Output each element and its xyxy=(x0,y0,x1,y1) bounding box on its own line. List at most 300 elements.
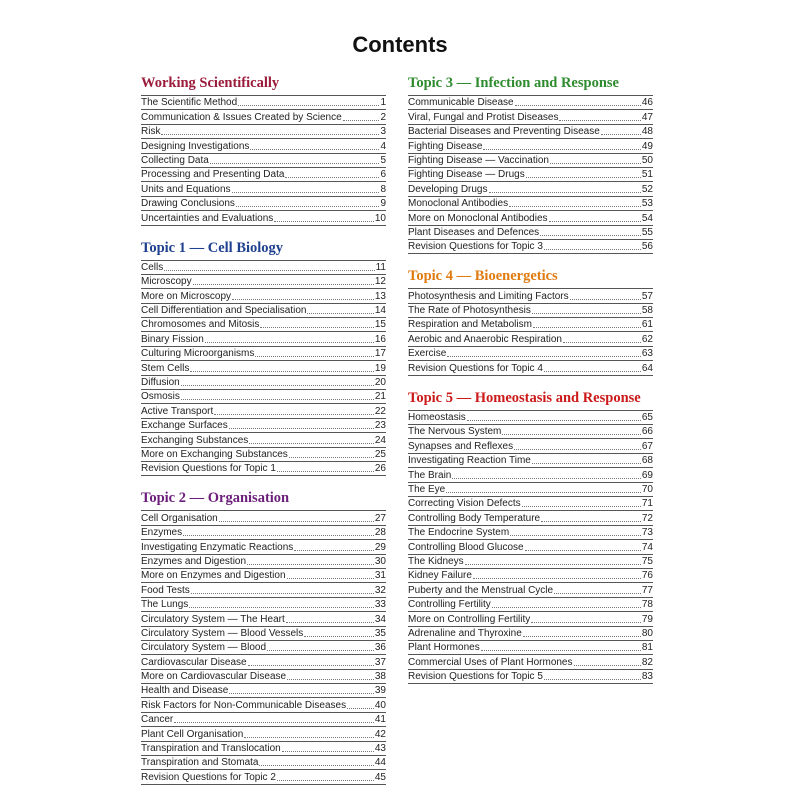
entry-title: Synapses and Reflexes xyxy=(408,440,514,452)
contents-entry xyxy=(141,404,386,418)
entry-page-number: 17 xyxy=(374,348,386,360)
dot-leader xyxy=(183,535,374,536)
contents-entry xyxy=(408,197,653,211)
dot-leader xyxy=(287,578,374,579)
entry-title: Transpiration and Translocation xyxy=(141,743,281,755)
entry-title: Risk Factors for Non-Communicable Diseases xyxy=(141,699,347,711)
section-title: Topic 4 — Bioenergetics xyxy=(408,268,558,285)
dot-leader xyxy=(483,149,640,150)
dot-leader xyxy=(544,371,641,372)
entry-page-number: 49 xyxy=(641,140,653,152)
entry-page-number: 11 xyxy=(375,261,386,273)
entry-page-number: 19 xyxy=(374,362,386,374)
contents-entry xyxy=(408,125,653,139)
entry-title: Revision Questions for Topic 2 xyxy=(141,771,276,783)
contents-entry-list xyxy=(141,95,386,226)
entry-title: The Rate of Photosynthesis xyxy=(408,305,531,317)
contents-entry xyxy=(408,425,653,439)
entry-page-number: 33 xyxy=(374,599,386,611)
entry-page-number: 15 xyxy=(374,319,386,331)
entry-page-number: 43 xyxy=(374,743,386,755)
contents-entry xyxy=(141,598,386,612)
entry-title: Revision Questions for Topic 1 xyxy=(141,463,276,475)
entry-page-number: 40 xyxy=(374,699,386,711)
entry-title: Viral, Fungal and Protist Diseases xyxy=(408,111,559,123)
entry-page-number: 21 xyxy=(374,391,386,403)
entry-page-number: 50 xyxy=(641,154,653,166)
contents-entry xyxy=(408,361,653,375)
contents-entry xyxy=(141,139,386,153)
contents-entry xyxy=(141,770,386,784)
dot-leader xyxy=(229,428,374,429)
entry-title: Osmosis xyxy=(141,391,180,403)
dot-leader xyxy=(574,665,641,666)
contents-entry xyxy=(141,627,386,641)
entry-page-number: 57 xyxy=(641,290,653,302)
entry-page-number: 46 xyxy=(641,97,653,109)
contents-entry xyxy=(141,526,386,540)
dot-leader xyxy=(523,636,641,637)
contents-entry xyxy=(141,168,386,182)
contents-entry xyxy=(141,376,386,390)
dot-leader xyxy=(549,221,641,222)
entry-page-number: 6 xyxy=(380,169,386,181)
entry-title: Exchange Surfaces xyxy=(141,420,228,432)
entry-title: Plant Hormones xyxy=(408,642,480,654)
entry-page-number: 39 xyxy=(374,685,386,697)
entry-page-number: 30 xyxy=(374,555,386,567)
entry-page-number: 27 xyxy=(374,512,386,524)
entry-page-number: 31 xyxy=(374,570,386,582)
entry-page-number: 51 xyxy=(641,169,653,181)
entry-title: Exercise xyxy=(408,348,447,360)
contents-entry xyxy=(141,361,386,375)
entry-page-number: 71 xyxy=(641,498,653,510)
dot-leader xyxy=(532,463,641,464)
dot-leader xyxy=(559,120,640,121)
entry-title: Cancer xyxy=(141,714,174,726)
dot-leader xyxy=(189,607,374,608)
dot-leader xyxy=(282,751,374,752)
entry-title: The Eye xyxy=(408,483,446,495)
entry-title: Plant Cell Organisation xyxy=(141,728,244,740)
dot-leader xyxy=(304,636,374,637)
dot-leader xyxy=(544,249,641,250)
section-title: Topic 2 — Organisation xyxy=(141,490,290,507)
entry-title: The Endocrine System xyxy=(408,527,510,539)
dot-leader xyxy=(219,521,374,522)
entry-title: Investigating Enzymatic Reactions xyxy=(141,541,294,553)
contents-entry xyxy=(141,96,386,110)
entry-page-number: 69 xyxy=(641,469,653,481)
contents-entry-list xyxy=(408,95,653,254)
entry-title: Adrenaline and Thyroxine xyxy=(408,627,522,639)
dot-leader xyxy=(193,284,374,285)
dot-leader xyxy=(522,506,641,507)
dot-leader xyxy=(446,492,641,493)
entry-title: Binary Fission xyxy=(141,333,204,345)
entry-title: Fighting Disease xyxy=(408,140,483,152)
entry-page-number: 38 xyxy=(374,671,386,683)
entry-page-number: 12 xyxy=(374,276,386,288)
entry-title: Fighting Disease — Vaccination xyxy=(408,154,549,166)
contents-entry xyxy=(141,612,386,626)
entry-page-number: 58 xyxy=(641,305,653,317)
entry-page-number: 83 xyxy=(641,671,653,683)
contents-entry xyxy=(408,318,653,332)
dot-leader xyxy=(259,765,373,766)
dot-leader xyxy=(210,163,380,164)
entry-page-number: 32 xyxy=(374,584,386,596)
dot-leader xyxy=(510,535,641,536)
entry-title: Exchanging Substances xyxy=(141,434,249,446)
entry-title: Transpiration and Stomata xyxy=(141,757,259,769)
contents-entry-list xyxy=(141,510,386,784)
contents-entry xyxy=(408,168,653,182)
dot-leader xyxy=(248,665,374,666)
entry-title: More on Exchanging Substances xyxy=(141,448,288,460)
dot-leader xyxy=(274,221,374,222)
contents-entry xyxy=(408,627,653,641)
contents-entry xyxy=(408,655,653,669)
entry-page-number: 3 xyxy=(380,126,386,138)
entry-title: Designing Investigations xyxy=(141,140,250,152)
dot-leader xyxy=(532,313,641,314)
dot-leader xyxy=(190,371,374,372)
contents-entry xyxy=(408,540,653,554)
contents-entry xyxy=(408,139,653,153)
entry-title: More on Controlling Fertility xyxy=(408,613,531,625)
entry-page-number: 78 xyxy=(641,599,653,611)
contents-entry xyxy=(141,555,386,569)
contents-entry xyxy=(141,304,386,318)
dot-leader xyxy=(525,550,641,551)
entry-page-number: 48 xyxy=(641,126,653,138)
entry-title: Fighting Disease — Drugs xyxy=(408,169,525,181)
entry-page-number: 67 xyxy=(641,440,653,452)
section-title: Topic 3 — Infection and Response xyxy=(408,75,619,91)
entry-title: Homeostasis xyxy=(408,412,466,424)
entry-page-number: 79 xyxy=(641,613,653,625)
contents-section xyxy=(408,390,653,684)
entry-page-number: 1 xyxy=(380,97,386,109)
dot-leader xyxy=(174,722,374,723)
entry-title: Communicable Disease xyxy=(408,97,514,109)
contents-entry xyxy=(141,182,386,196)
entry-title: Active Transport xyxy=(141,405,214,417)
contents-section xyxy=(408,268,653,375)
contents-entry xyxy=(141,462,386,476)
contents-entry xyxy=(141,511,386,525)
contents-entry xyxy=(408,332,653,346)
entry-page-number: 72 xyxy=(641,512,653,524)
entry-page-number: 8 xyxy=(380,183,386,195)
entry-title: Circulatory System — Blood Vessels xyxy=(141,627,304,639)
entry-title: Processing and Presenting Data xyxy=(141,169,285,181)
dot-leader xyxy=(255,356,374,357)
dot-leader xyxy=(544,679,641,680)
contents-section xyxy=(141,75,386,226)
entry-page-number: 23 xyxy=(374,420,386,432)
dot-leader xyxy=(515,105,641,106)
dot-leader xyxy=(492,607,641,608)
dot-leader xyxy=(533,327,641,328)
contents-entry xyxy=(408,641,653,655)
entry-title: Revision Questions for Topic 3 xyxy=(408,241,543,253)
dot-leader xyxy=(214,414,374,415)
entry-title: Commercial Uses of Plant Hormones xyxy=(408,656,573,668)
dot-leader xyxy=(236,206,380,207)
entry-page-number: 37 xyxy=(374,656,386,668)
entry-title: Cardiovascular Disease xyxy=(141,656,247,668)
dot-leader xyxy=(343,120,380,121)
contents-entry xyxy=(141,670,386,684)
contents-entry xyxy=(408,240,653,254)
dot-leader xyxy=(238,105,379,106)
entry-title: The Kidneys xyxy=(408,555,464,567)
entry-page-number: 9 xyxy=(380,198,386,210)
entry-title: Food Tests xyxy=(141,584,190,596)
dot-leader xyxy=(205,342,374,343)
entry-page-number: 22 xyxy=(374,405,386,417)
contents-entry xyxy=(408,670,653,684)
dot-leader xyxy=(287,679,374,680)
dot-leader xyxy=(473,578,641,579)
entry-title: Revision Questions for Topic 5 xyxy=(408,671,543,683)
entry-page-number: 82 xyxy=(641,656,653,668)
entry-title: Photosynthesis and Limiting Factors xyxy=(408,290,569,302)
entry-title: The Lungs xyxy=(141,599,189,611)
entry-page-number: 64 xyxy=(641,362,653,374)
entry-title: Correcting Vision Defects xyxy=(408,498,521,510)
entry-title: Collecting Data xyxy=(141,154,209,166)
entry-page-number: 73 xyxy=(641,527,653,539)
entry-page-number: 68 xyxy=(641,455,653,467)
dot-leader xyxy=(554,593,641,594)
entry-page-number: 20 xyxy=(374,377,386,389)
contents-entry xyxy=(141,448,386,462)
dot-leader xyxy=(161,134,379,135)
contents-entry xyxy=(141,569,386,583)
contents-entry xyxy=(141,419,386,433)
dot-leader xyxy=(289,457,374,458)
dot-leader xyxy=(347,708,374,709)
entry-title: Monoclonal Antibodies xyxy=(408,198,509,210)
dot-leader xyxy=(164,270,374,271)
contents-entry xyxy=(408,304,653,318)
entry-page-number: 14 xyxy=(374,305,386,317)
dot-leader xyxy=(465,564,641,565)
entry-title: Controlling Fertility xyxy=(408,599,491,611)
entry-page-number: 5 xyxy=(380,154,386,166)
contents-entry xyxy=(408,411,653,425)
page-title: Contents xyxy=(352,32,448,57)
entry-title: Bacterial Diseases and Preventing Disease xyxy=(408,126,600,138)
dot-leader xyxy=(531,622,641,623)
entry-title: More on Cardiovascular Disease xyxy=(141,671,287,683)
entry-title: Cell Organisation xyxy=(141,512,218,524)
contents-entry xyxy=(141,390,386,404)
dot-leader xyxy=(286,622,374,623)
contents-entry xyxy=(141,583,386,597)
contents-entry xyxy=(141,727,386,741)
entry-title: Respiration and Metabolism xyxy=(408,319,532,331)
section-title: Topic 1 — Cell Biology xyxy=(141,239,284,256)
contents-entry xyxy=(408,569,653,583)
contents-entry xyxy=(408,583,653,597)
entry-title: Plant Diseases and Defences xyxy=(408,226,540,238)
entry-page-number: 63 xyxy=(641,348,653,360)
contents-entry xyxy=(408,483,653,497)
contents-column-right xyxy=(408,75,653,698)
dot-leader xyxy=(247,564,374,565)
entry-title: Cells xyxy=(141,261,164,273)
contents-entry xyxy=(408,182,653,196)
contents-entry xyxy=(141,289,386,303)
contents-entry xyxy=(408,598,653,612)
contents-entry-list xyxy=(141,260,386,477)
entry-page-number: 16 xyxy=(374,333,386,345)
entry-page-number: 80 xyxy=(641,627,653,639)
dot-leader xyxy=(601,134,641,135)
dot-leader xyxy=(514,449,641,450)
contents-entry-list xyxy=(408,288,653,375)
dot-leader xyxy=(244,737,374,738)
contents-entry xyxy=(408,526,653,540)
contents-column-left xyxy=(141,75,386,799)
contents-entry xyxy=(141,332,386,346)
entry-title: Kidney Failure xyxy=(408,570,472,582)
entry-title: Culturing Microorganisms xyxy=(141,348,255,360)
dot-leader xyxy=(550,163,641,164)
entry-title: Enzymes and Digestion xyxy=(141,555,247,567)
contents-section xyxy=(408,75,653,254)
contents-section xyxy=(141,240,386,477)
dot-leader xyxy=(570,299,641,300)
dot-leader xyxy=(267,650,374,651)
entry-page-number: 26 xyxy=(374,463,386,475)
dot-leader xyxy=(447,356,641,357)
dot-leader xyxy=(541,521,641,522)
entry-title: Chromosomes and Mitosis xyxy=(141,319,260,331)
contents-entry xyxy=(141,275,386,289)
entry-page-number: 4 xyxy=(380,140,386,152)
entry-title: Investigating Reaction Time xyxy=(408,455,531,467)
dot-leader xyxy=(260,327,374,328)
dot-leader xyxy=(467,420,641,421)
contents-entry xyxy=(141,110,386,124)
entry-page-number: 55 xyxy=(641,226,653,238)
contents-entry xyxy=(141,347,386,361)
dot-leader xyxy=(526,177,641,178)
contents-entry xyxy=(141,756,386,770)
contents-entry xyxy=(408,439,653,453)
entry-page-number: 62 xyxy=(641,333,653,345)
entry-title: Cell Differentiation and Specialisation xyxy=(141,305,307,317)
contents-entry xyxy=(408,511,653,525)
entry-title: Developing Drugs xyxy=(408,183,488,195)
entry-page-number: 66 xyxy=(641,426,653,438)
entry-page-number: 13 xyxy=(374,290,386,302)
entry-page-number: 42 xyxy=(374,728,386,740)
entry-page-number: 65 xyxy=(641,412,653,424)
entry-page-number: 77 xyxy=(641,584,653,596)
contents-entry xyxy=(408,347,653,361)
entry-title: Controlling Body Temperature xyxy=(408,512,541,524)
entry-title: Communication & Issues Created by Science xyxy=(141,111,342,123)
entry-title: Risk xyxy=(141,126,161,138)
entry-title: Puberty and the Menstrual Cycle xyxy=(408,584,554,596)
entry-page-number: 34 xyxy=(374,613,386,625)
contents-entry xyxy=(408,154,653,168)
entry-title: Microscopy xyxy=(141,276,192,288)
entry-title: Circulatory System — Blood xyxy=(141,642,267,654)
entry-page-number: 41 xyxy=(374,714,386,726)
dot-leader xyxy=(181,385,374,386)
contents-entry xyxy=(408,226,653,240)
entry-page-number: 76 xyxy=(641,570,653,582)
dot-leader xyxy=(249,443,374,444)
contents-entry xyxy=(141,641,386,655)
entry-title: The Scientific Method xyxy=(141,97,238,109)
entry-page-number: 53 xyxy=(641,198,653,210)
entry-title: More on Enzymes and Digestion xyxy=(141,570,286,582)
contents-entry xyxy=(141,713,386,727)
entry-page-number: 35 xyxy=(374,627,386,639)
entry-page-number: 54 xyxy=(641,212,653,224)
contents-entry xyxy=(141,125,386,139)
contents-entry-list xyxy=(408,410,653,684)
dot-leader xyxy=(563,342,641,343)
contents-entry xyxy=(408,612,653,626)
entry-title: The Nervous System xyxy=(408,426,502,438)
entry-title: Stem Cells xyxy=(141,362,190,374)
dot-leader xyxy=(307,313,373,314)
dot-leader xyxy=(250,149,379,150)
dot-leader xyxy=(294,550,374,551)
dot-leader xyxy=(277,471,374,472)
entry-page-number: 70 xyxy=(641,483,653,495)
contents-entry xyxy=(141,742,386,756)
contents-entry xyxy=(408,211,653,225)
section-title: Topic 5 — Homeostasis and Response xyxy=(408,389,641,406)
contents-entry xyxy=(141,318,386,332)
contents-entry xyxy=(141,433,386,447)
entry-page-number: 44 xyxy=(374,757,386,769)
contents-entry xyxy=(408,468,653,482)
dot-leader xyxy=(509,206,641,207)
dot-leader xyxy=(540,235,641,236)
dot-leader xyxy=(232,192,380,193)
section-title: Working Scientifically xyxy=(141,75,280,91)
entry-page-number: 52 xyxy=(641,183,653,195)
contents-entry xyxy=(141,211,386,225)
contents-section xyxy=(141,490,386,784)
entry-title: Circulatory System — The Heart xyxy=(141,613,285,625)
entry-page-number: 61 xyxy=(641,319,653,331)
entry-page-number: 36 xyxy=(374,642,386,654)
dot-leader xyxy=(277,780,374,781)
entry-page-number: 29 xyxy=(374,541,386,553)
entry-page-number: 28 xyxy=(374,527,386,539)
contents-entry xyxy=(408,497,653,511)
entry-title: Enzymes xyxy=(141,527,183,539)
entry-title: Revision Questions for Topic 4 xyxy=(408,362,543,374)
entry-page-number: 25 xyxy=(374,448,386,460)
entry-page-number: 75 xyxy=(641,555,653,567)
entry-title: Units and Equations xyxy=(141,183,231,195)
contents-entry xyxy=(408,454,653,468)
